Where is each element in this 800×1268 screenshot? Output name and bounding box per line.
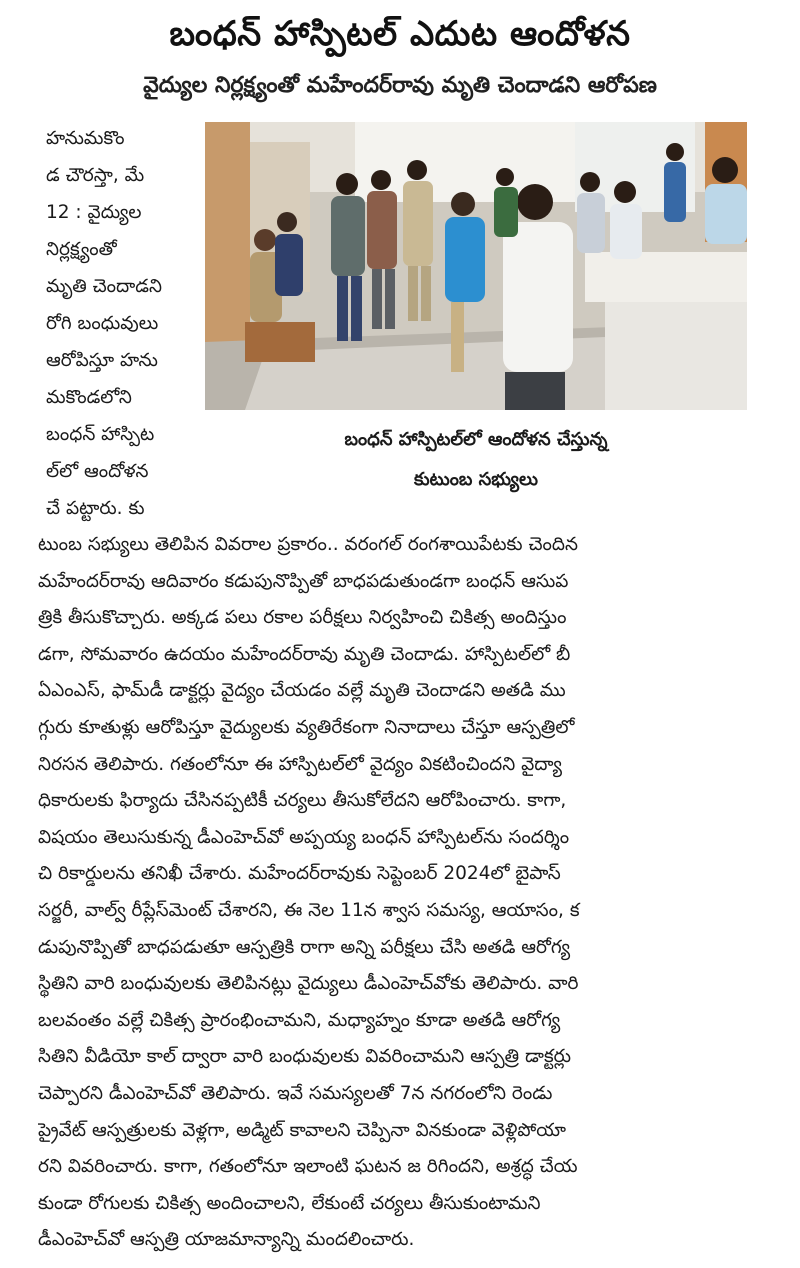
- body-line: ఏఎంఎస్, ఫామ్‌డీ డాక్టర్లు వైద్యం చేయడం వల్లే మృతి చెందాడని అతడి ము: [38, 680, 566, 702]
- body-line: రని వివరించారు. కాగా, గతంలోనూ ఇలాంటి ఘటన జ రిగిందని, అశ్రద్ధ చేయ: [38, 1156, 578, 1178]
- body-line: త్రికి తీసుకొచ్చారు. అక్కడ పలు రకాల పరీక్షలు నిర్వహించి చికిత్స అందిస్తుం: [38, 607, 567, 629]
- body-line: ధికారులకు ఫిర్యాదు చేసినప్పటికీ చర్యలు తీసుకోలేదని ఆరోపించారు. కాగా,: [38, 790, 567, 812]
- photo-illustration: [205, 122, 747, 410]
- subheadline: వైద్యుల నిర్లక్ష్యంతో మహేందర్‌రావు మృతి చెందాడని ఆరోపణ: [143, 73, 657, 98]
- body-line: సర్జరీ, వాల్వ్ రీప్లేస్‌మెంట్ చేశారని, ఈ నెల 11న శ్వాస సమస్య, ఆయాసం, క: [38, 899, 580, 921]
- news-photo: [205, 122, 747, 410]
- body-line: సితిని వీడియో కాల్ ద్వారా వారి బంధువులకు వివరించామని ఆస్పత్రి డాక్టర్లు: [38, 1046, 571, 1068]
- photo-caption-line: బంధన్ హాస్పిటల్‌లో ఆందోళన చేస్తున్న: [344, 429, 608, 450]
- column-line: డ చౌరస్తా, మే: [46, 165, 145, 186]
- body-line: ప్రైవేట్ ఆస్పత్రులకు వెళ్లగా, అడ్మిట్ కావాలని చెప్పినా వినకుండా వెళ్లిపోయా: [38, 1119, 566, 1141]
- column-line: బంధన్ హాస్పిట: [46, 424, 155, 445]
- body-line: స్థితిని వారి బంధువులకు తెలిపినట్లు వైద్యులు డీఎంహెచ్‌వోకు తెలిపారు. వారి: [38, 973, 579, 995]
- column-line: మకొండలోని: [46, 387, 132, 408]
- column-line: చే పట్టారు. కు: [46, 498, 145, 519]
- body-line: టుంబ సభ్యులు తెలిపిన వివరాల ప్రకారం.. వరంగల్ రంగశాయిపేటకు చెందిన: [38, 534, 578, 555]
- body-line: విషయం తెలుసుకున్న డీఎంహెచ్‌వో అప్పయ్య బంధన్ హాస్పిటల్‌ను సందర్శిం: [38, 826, 570, 848]
- column-line: నిర్లక్ష్యంతో: [46, 239, 117, 260]
- body-line: డగా, సోమవారం ఉదయం మహేందర్‌రావు మృతి చెందాడు. హాస్పిటల్‌లో బీ: [38, 643, 571, 665]
- headline: బంధన్ హాస్పిటల్ ఎదుట ఆందోళన: [169, 14, 631, 54]
- body-line: బలవంతం వల్లే చికిత్స ప్రారంభించామని, మధ్యాహ్నం కూడా అతడి ఆరోగ్య: [38, 1009, 561, 1031]
- body-line: చెప్పారని డీఎంహెచ్‌వో తెలిపారు. ఇవే సమస్యలతో 7న నగరంలోని రెండు: [38, 1082, 553, 1104]
- column-line: మృతి చెందాడని: [46, 276, 162, 297]
- body-line: గ్గురు కూతుళ్లు ఆరోపిస్తూ వైద్యులకు వ్యతిరేకంగా నినాదాలు చేస్తూ ఆస్పత్రిలో: [38, 716, 575, 738]
- column-line: ఆరోపిస్తూ హను: [46, 350, 158, 371]
- article-body: [38, 527, 750, 1259]
- body-line: నిరసన తెలిపారు. గతంలోనూ ఈ హాస్పిటల్‌లో వైద్యం వికటించిందని వైద్యా: [38, 753, 562, 775]
- body-line: కుండా రోగులకు చికిత్స అందించాలని, లేకుంటే చర్యలు తీసుకుంటామని: [38, 1192, 541, 1214]
- photo-caption: [205, 420, 747, 500]
- intro-column: [46, 120, 196, 527]
- column-line: రోగి బంధువులు: [46, 313, 159, 334]
- column-line: హనుమకొం: [46, 128, 125, 149]
- photo-caption-line: కుటుంబ సభ్యులు: [413, 469, 539, 490]
- column-line: ల్‌లో ఆందోళన: [46, 461, 149, 482]
- column-line: 12 : వైద్యుల: [46, 202, 142, 223]
- body-line: డీఎంహెచ్‌వో ఆస్పత్రి యాజమాన్యాన్ని మందలించారు.: [38, 1229, 415, 1251]
- body-line: మహేందర్‌రావు ఆదివారం కడుపునొప్పితో బాధపడుతుండగా బంధన్ ఆసుప: [38, 570, 569, 592]
- body-line: చి రికార్డులను తనిఖీ చేశారు. మహేందర్‌రావుకు సెప్టెంబర్ 2024లో బైపాస్: [38, 863, 561, 885]
- body-line: డుపునొప్పితో బాధపడుతూ ఆస్పత్రికి రాగా అన్ని పరీక్షలు చేసి అతడి ఆరోగ్య: [38, 936, 571, 958]
